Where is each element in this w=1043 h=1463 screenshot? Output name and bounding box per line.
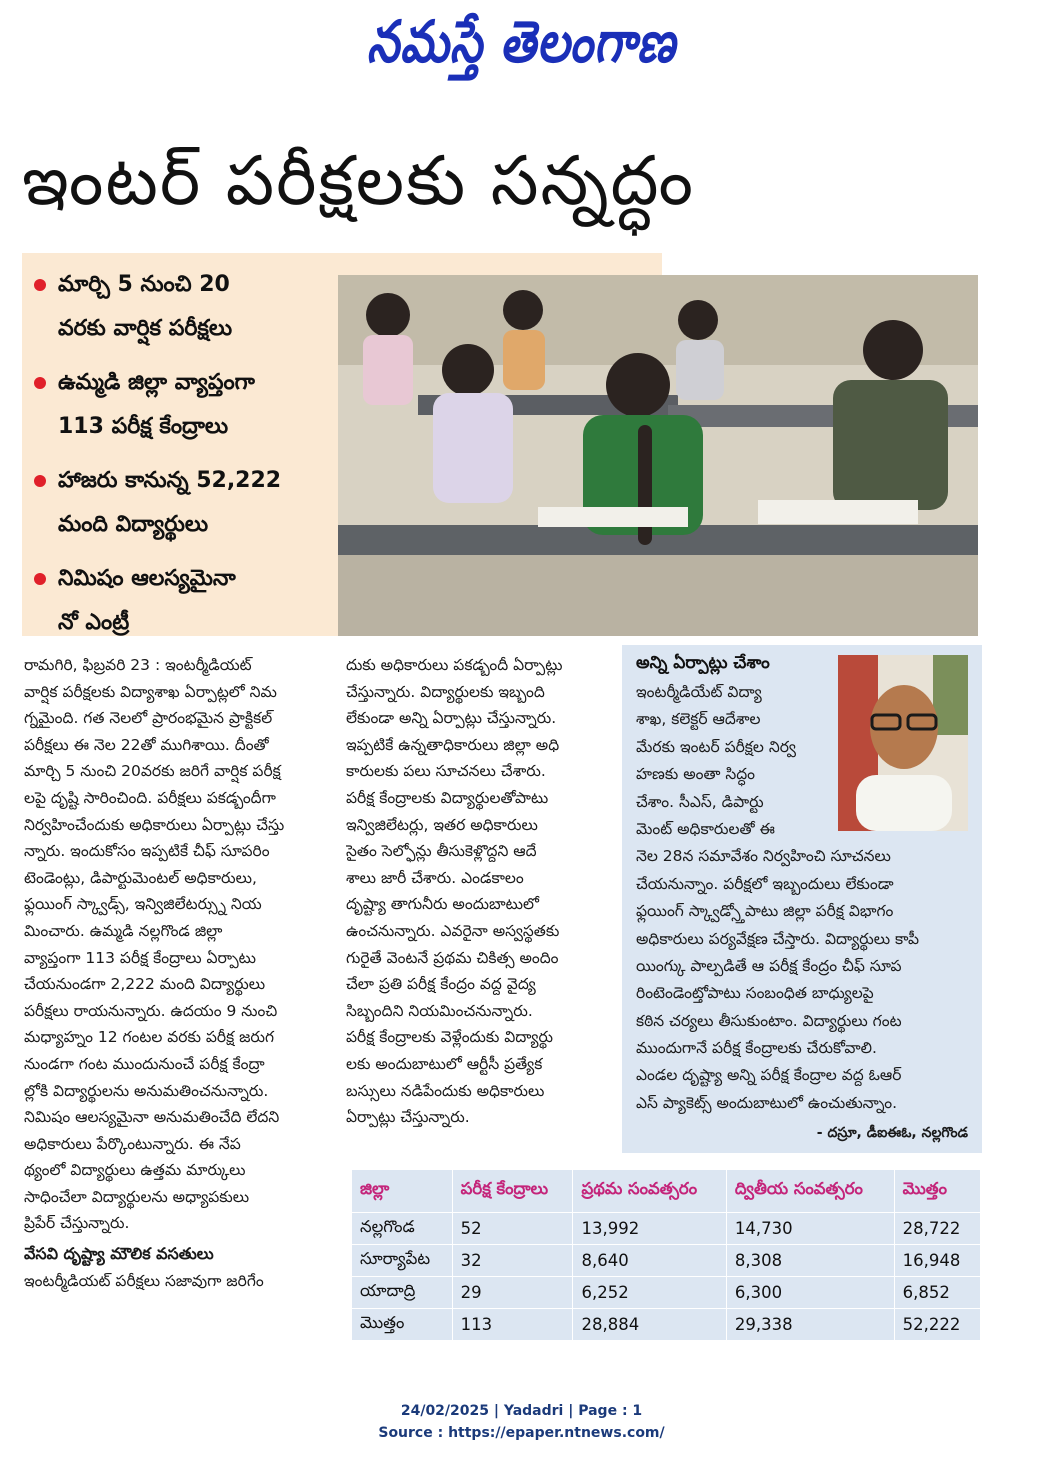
table-cell: మొత్తం	[352, 1308, 452, 1340]
source-link[interactable]: Source : https://epaper.ntnews.com/	[378, 1425, 665, 1441]
article-line: పరీక్షలు ఈ నెల 22తో ముగిశాయి. దీంతో	[24, 735, 269, 754]
table-cell: 28,722	[894, 1212, 980, 1244]
article-line: మధ్యాహ్నం 12 గంటల వరకు పరీక్ష జరుగ	[24, 1028, 275, 1047]
highlight-line: ఉమ్మడి జిల్లా వ్యాప్తంగా	[58, 370, 255, 395]
table-cell: 8,640	[573, 1244, 726, 1276]
quote-line: ఎస్ ప్యాకెట్స్ అందుబాటులో ఉంచుతున్నాం.	[636, 1093, 898, 1112]
highlight-line: నిమిషం ఆలస్యమైనా	[58, 566, 236, 591]
bullet-icon	[34, 279, 46, 291]
article-line: నిమిషం ఆలస్యమైనా అనుమతించేది లేదని	[24, 1108, 280, 1127]
highlight-line: హాజరు కానున్న 52,222	[58, 468, 282, 493]
highlight-line: మంది విద్యార్థులు	[58, 512, 209, 537]
bullet-icon	[34, 573, 46, 585]
exam-hall-illustration	[338, 275, 978, 636]
table-cell: 14,730	[726, 1212, 894, 1244]
table-cell: 113	[452, 1308, 573, 1340]
article-line: గ్నమైంది. గత నెలలో ప్రారంభమైన ప్రాక్టికల్	[24, 709, 273, 728]
article-line: లపై దృష్టి సారించింది. పరీక్షలు పకడ్బందీగా	[24, 788, 276, 807]
article-line: సాధించేలా విద్యార్థులను అధ్యాపకులు	[24, 1187, 250, 1206]
article-line: గురైతే వెంటనే ప్రథమ చికిత్స అందిం	[346, 948, 559, 967]
quote-line: నెల 28న సమావేశం నిర్వహించి సూచనలు	[636, 847, 891, 866]
quote-line: చేయనున్నాం. పరీక్షలో ఇబ్బందులు లేకుండా	[636, 874, 894, 893]
article-line: మించారు. ఉమ్మడి నల్లగొండ జిల్లా	[24, 921, 223, 940]
article-line: దృష్ట్యా తాగునీరు అందుబాటులో	[346, 895, 539, 914]
highlight-line: 113 పరీక్ష కేంద్రాలు	[58, 414, 229, 439]
highlight-line: మార్చి 5 నుంచి 20	[58, 272, 230, 297]
exam-centres-table	[352, 1170, 980, 1340]
highlight-item	[22, 557, 338, 645]
table-cell: 8,308	[726, 1244, 894, 1276]
quote-line: ఫ్లయింగ్ స్క్వాడ్స్తోపాటు జిల్లా పరీక్ష విభాగం	[636, 902, 894, 921]
article-line: పరీక్ష కేంద్రాలకు విద్యార్థులతోపాటు	[346, 788, 549, 807]
quote-line: రింటెండెంట్తోపాటు సంబంధిత బాధ్యులపై	[636, 984, 874, 1003]
article-line: టెండెంట్లు, డిపార్టుమెంటల్ అధికారులు,	[24, 868, 257, 887]
article-line: న్నారు. ఇందుకోసం ఇప్పటికే చీఫ్ సూపరిం	[24, 842, 270, 861]
page-footer	[0, 1400, 1043, 1444]
quote-line: ముందుగానే పరీక్ష కేంద్రాలకు చేరుకోవాలి.	[636, 1039, 877, 1058]
table-header-cell: ప్రథమ సంవత్సరం	[573, 1170, 726, 1212]
article-line: ఫ్లయింగ్ స్క్వాడ్స్, ఇన్విజిలేటర్స్ను నియ	[24, 895, 262, 914]
article-line: థ్యంలో విద్యార్థులు ఉత్తమ మార్కులు	[24, 1161, 246, 1180]
newspaper-logo: నమస్తే తెలంగాణ	[366, 7, 677, 76]
article-line: ప్రిపేర్ చేస్తున్నారు.	[24, 1214, 130, 1233]
highlight-list	[22, 263, 338, 655]
quote-line: అధికారులు పర్యవేక్షణ చేస్తారు. విద్యార్థులు కాపీ	[636, 929, 919, 948]
masthead	[0, 7, 1043, 82]
quote-line: ఇంటర్మీడియేట్ విద్యా	[636, 683, 762, 701]
article-line: నుండగా గంట ముందునుంచే పరీక్ష కేంద్రా	[24, 1054, 265, 1073]
article-line: మార్చి 5 నుంచి 20వరకు జరిగే వార్షిక పరీక్ష	[24, 762, 281, 781]
quote-line: చేశాం. సీఎస్, డిపార్టు	[636, 792, 764, 811]
table-header-row	[352, 1170, 980, 1212]
quote-line: హణకు అంతా సిద్ధం	[636, 765, 756, 784]
article-line: అధికారులు పేర్కొంటున్నారు. ఈ నేప	[24, 1134, 241, 1153]
article-line: చేస్తున్నారు. విద్యార్థులకు ఇబ్బంది	[346, 682, 545, 701]
table-cell: 28,884	[573, 1308, 726, 1340]
article-line: నిర్వహించేందుకు అధికారులు ఏర్పాట్లు చేస్తు	[24, 815, 285, 834]
table-cell: సూర్యాపేట	[352, 1244, 452, 1276]
table-cell: 52	[452, 1212, 573, 1244]
table-cell: 6,852	[894, 1276, 980, 1308]
article-line: సైతం సెల్ఫోన్లు తీసుకెళ్లొద్దని ఆదే	[346, 842, 537, 861]
article-line: పరీక్షలు రాయనున్నారు. ఉదయం 9 నుంచి	[24, 1001, 278, 1020]
bullet-icon	[34, 377, 46, 389]
table-row	[352, 1244, 980, 1276]
article-line: ఏర్పాట్లు చేస్తున్నారు.	[346, 1108, 470, 1127]
quote-line: యింగ్కు పాల్పడితే ఆ పరీక్ష కేంద్రం చీఫ్ సూప	[636, 956, 902, 975]
highlight-line: వరకు వార్షిక పరీక్షలు	[58, 316, 233, 341]
table-row	[352, 1308, 980, 1340]
table-cell: 29,338	[726, 1308, 894, 1340]
article-line: లేకుండా అన్ని ఏర్పాట్లు చేస్తున్నారు.	[346, 709, 557, 728]
article-line: ఉంచనున్నారు. ఎవరైనా అస్వస్థతకు	[346, 921, 560, 940]
table-cell: 6,252	[573, 1276, 726, 1308]
table-cell: 6,300	[726, 1276, 894, 1308]
quote-heading: అన్ని ఏర్పాట్లు చేశాం	[636, 653, 770, 673]
article-line: శాలు జారీ చేశారు. ఎండకాలం	[346, 868, 524, 887]
article-line: వ్యాప్తంగా 113 పరీక్ష కేంద్రాలు ఏర్పాటు	[24, 948, 256, 967]
quote-attribution: - దస్రూ, డీఐఈఓ, నల్లగొండ	[816, 1125, 968, 1141]
quote-line: శాఖ, కలెక్టర్ ఆదేశాల	[636, 710, 761, 729]
article-subhead: వేసవి దృష్ట్యా మౌలిక వసతులు	[24, 1244, 214, 1264]
exam-hall-photo	[338, 275, 978, 636]
article-column-2	[346, 652, 608, 1131]
table-header-cell: పరీక్ష కేంద్రాలు	[452, 1170, 573, 1212]
article-column-1	[24, 652, 330, 1294]
highlight-item	[22, 459, 338, 547]
article-line: రామగిరి, ఫిబ్రవరి 23 : ఇంటర్మీడియట్	[24, 656, 252, 674]
table-cell: నల్లగొండ	[352, 1212, 452, 1244]
article-line: సిబ్బందిని నియమించనున్నారు.	[346, 1001, 533, 1020]
article-line: చేయనుండగా 2,222 మంది విద్యార్థులు	[24, 975, 266, 994]
article-line: దుకు అధికారులు పకడ్బందీ ఏర్పాట్లు	[346, 656, 563, 674]
article-line: చేలా ప్రతి పరీక్ష కేంద్రం వద్ద వైద్య	[346, 975, 536, 994]
article-line: లకు అందుబాటులో ఆర్టీసీ ప్రత్యేక	[346, 1054, 543, 1073]
article-line: ఇన్విజిలేటర్లు, ఇతర అధికారులు	[346, 815, 538, 834]
quote-line: మేరకు ఇంటర్ పరీక్షల నిర్వ	[636, 737, 796, 756]
highlight-line: నో ఎంట్రీ	[58, 610, 130, 635]
article-line: పరీక్ష కేంద్రాలకు వెళ్లేందుకు విద్యార్థు	[346, 1028, 554, 1047]
table-row	[352, 1276, 980, 1308]
table-cell: 16,948	[894, 1244, 980, 1276]
article-line: ఇప్పటికే ఉన్నతాధికారులు జిల్లా అధి	[346, 735, 560, 754]
article-line: ఇంటర్మీడియట్ పరీక్షలు సజావుగా జరిగేం	[24, 1271, 264, 1290]
table-cell: 32	[452, 1244, 573, 1276]
table-header-cell: ద్వితీయ సంవత్సరం	[726, 1170, 894, 1212]
headline: ఇంటర్ పరీక్షలకు సన్నద్ధం	[22, 142, 695, 221]
table-cell: 13,992	[573, 1212, 726, 1244]
table-cell: యాదాద్రి	[352, 1276, 452, 1308]
highlight-item	[22, 263, 338, 351]
quote-line: మెంట్ అధికారులతో ఈ	[636, 819, 775, 838]
quote-text	[636, 679, 970, 1117]
table-header-cell: మొత్తం	[894, 1170, 980, 1212]
quote-box	[622, 645, 982, 1153]
bullet-icon	[34, 475, 46, 487]
quote-line: కఠిన చర్యలు తీసుకుంటాం. విద్యార్థులు గంట	[636, 1011, 902, 1030]
table-header-cell: జిల్లా	[360, 1179, 390, 1199]
table-cell: 52,222	[894, 1308, 980, 1340]
article-line: ల్లోకి విద్యార్థులను అనుమతించనున్నారు.	[24, 1081, 269, 1100]
table-cell: 29	[452, 1276, 573, 1308]
highlight-item	[22, 361, 338, 449]
quote-line: ఎండల దృష్ట్యా అన్ని పరీక్ష కేంద్రాల వద్ద ఓఆర్	[636, 1066, 902, 1085]
table-row	[352, 1212, 980, 1244]
article-line: బస్సులు నడిపేందుకు అధికారులు	[346, 1081, 545, 1100]
article-line: వార్షిక పరీక్షలకు విద్యాశాఖ ఏర్పాట్లలో నిమ	[24, 682, 277, 701]
edition-info: 24/02/2025 | Yadadri | Page : 1	[400, 1403, 643, 1419]
article-line: కారులకు పలు సూచనలు చేశారు.	[346, 762, 546, 781]
